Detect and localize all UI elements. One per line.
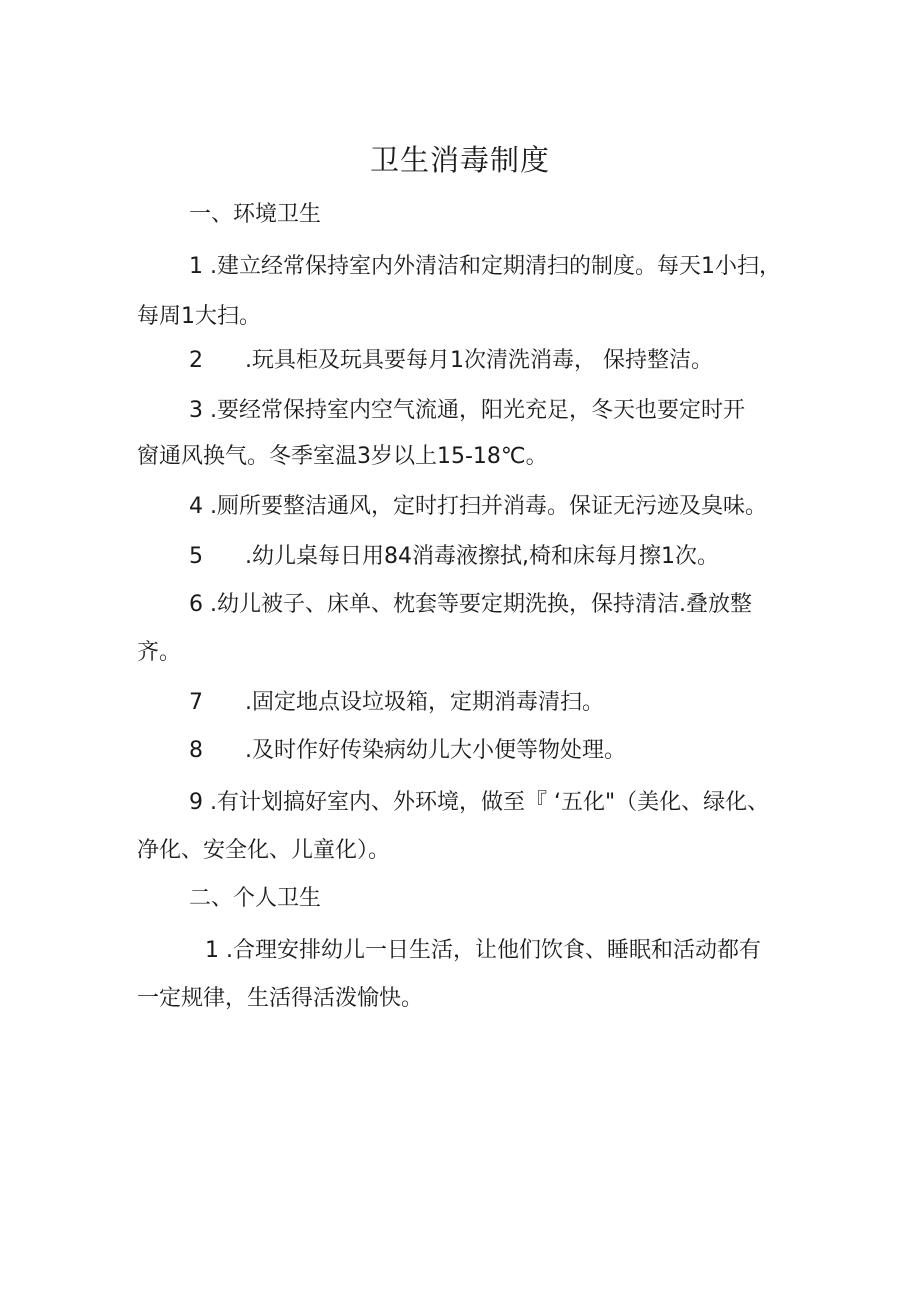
list-item-5 xyxy=(137,532,839,582)
item-number: 9 xyxy=(189,790,203,815)
item-number: 4 xyxy=(189,494,203,519)
personal-item-1-line2: 一定规律，生活得活泼愉快。 xyxy=(137,986,424,1011)
list-item-9-line2: 净化、安全化、儿童化）。 xyxy=(137,838,391,863)
list-item-9-line1 xyxy=(137,778,839,828)
section-heading-personal: 二、个人卫生 xyxy=(189,886,322,911)
item-text: .要经常保持室内空气流通，阳光充足，冬天也要定时开 xyxy=(203,398,745,423)
item-number: 6 xyxy=(189,592,203,617)
item-text: .固定地点设垃圾箱，定期消毒清扫。 xyxy=(245,690,604,715)
item-text: .幼儿被子、床单、枕套等要定期洗换，保持清洁.叠放整 xyxy=(203,592,752,617)
item-number: 2 xyxy=(189,348,203,373)
section-heading-environment: 一、环境卫生 xyxy=(189,202,322,227)
item-text: .合理安排幼儿一日生活，让他们饮食、睡眠和活动都有 xyxy=(219,938,761,963)
list-item-1-line2: 每周1大扫。 xyxy=(137,304,261,329)
item-text: .幼儿桌每日用84消毒液擦拭,椅和床每月擦1次。 xyxy=(245,544,719,569)
list-item-4 xyxy=(137,482,839,532)
item-number: 1 xyxy=(205,938,219,963)
list-item-8 xyxy=(137,726,839,776)
item-text: .建立经常保持室内外清洁和定期清扫的制度。每天1小扫， xyxy=(203,254,781,279)
personal-item-1-line1 xyxy=(137,926,855,976)
list-item-6-line1 xyxy=(137,580,839,630)
list-item-1-line1 xyxy=(137,242,839,292)
list-item-6-line2: 齐。 xyxy=(137,640,182,665)
item-text: .厕所要整洁通风，定时打扫并消毒。保证无污迹及臭味。 xyxy=(203,494,767,519)
item-number: 1 xyxy=(189,254,203,279)
page-title: 卫生消毒制度 xyxy=(369,143,550,177)
item-text: .玩具柜及玩具要每月1次清洗消毒， 保持整洁。 xyxy=(245,348,713,373)
list-item-3-line1 xyxy=(137,386,839,436)
item-number: 3 xyxy=(189,398,203,423)
item-text: .有计划搞好室内、外环境，做至『 ‘五化"（美化、绿化、 xyxy=(203,790,770,815)
list-item-7 xyxy=(137,678,839,728)
item-text: .及时作好传染病幼儿大小便等物处理。 xyxy=(245,738,626,763)
item-number: 8 xyxy=(189,738,203,763)
item-number: 5 xyxy=(189,544,203,569)
list-item-2 xyxy=(137,336,839,386)
item-number: 7 xyxy=(189,690,203,715)
list-item-3-line2: 窗通风换气。冬季室温3岁以上15-18℃。 xyxy=(137,444,548,469)
